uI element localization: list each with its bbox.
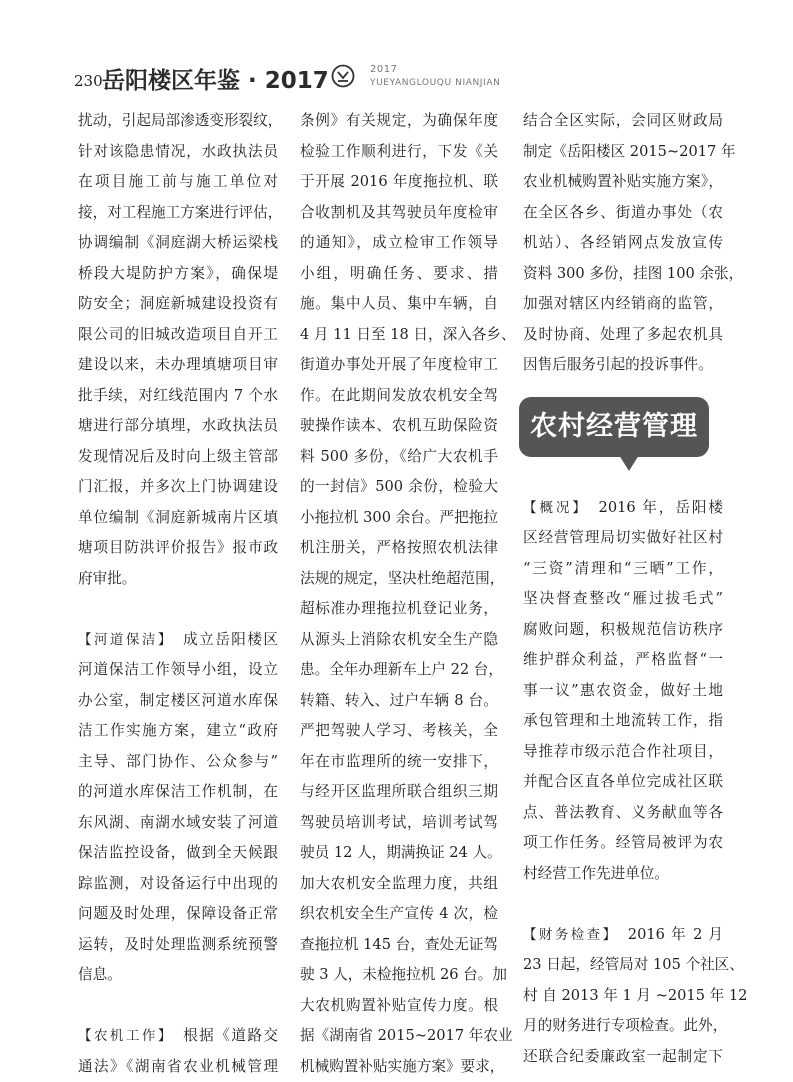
page-number: 230 [74,72,103,90]
section-title: 农村经营管理 [519,397,709,457]
paragraph-finance-check [523,950,723,1072]
text-line: 承包管理和土地流转工作，指 [523,706,723,737]
column-3 [523,106,723,1072]
text-line: 踪监测，对设备运行中出现的 [78,869,278,900]
text-line: 转籍、转入、过户车辆 8 台。 [300,686,498,717]
text-line: 资料 300 多份，挂图 100 余张， [523,259,723,290]
text-line: 导推荐市级示范合作社项目， [523,737,723,768]
text-line: 机站）、各经销网点发放宣传 [523,228,723,259]
text-line: 制定《岳阳楼区 2015~2017 年 [523,137,723,168]
text-line: 坚决督查整改“雁过拔毛式” [523,584,723,615]
text-line: 及时协商、处理了多起农机具 [523,320,723,351]
text-line: 项工作任务。经管局被评为农 [523,828,723,859]
text-line: 接，对工程施工方案进行评估， [78,198,278,229]
text-line: 桥段大堤防护方案》，确保堤 [78,259,278,290]
text-line: 通法》《湖南省农业机械管理 [78,1052,278,1082]
text-line: 织农机安全生产宣传 4 次，检 [300,899,498,930]
label-farm-machinery: 【农机工作】 [78,1028,167,1044]
text-line: 严把驾驶人学习、考核关，全 [300,716,498,747]
text-line: 批手续，对红线范围内 7 个水 [78,381,278,412]
paragraph-river-first-line: 【河道保洁】 成立岳阳楼区 [78,625,278,656]
text-line: 检验工作顺利进行，下发《关 [300,137,498,168]
paragraph-farm-machinery-continued [300,106,498,1082]
text-line: 施。集中人员、集中车辆，自 [300,289,498,320]
text-line: 府审批。 [78,564,278,595]
text-line: 超标准办理拖拉机登记业务， [300,594,498,625]
paragraph-farm-first-line: 【农机工作】 根据《道路交 [78,1021,278,1052]
text-line: 从源头上消除农机安全生产隐 [300,625,498,656]
text-line: 村经营工作先进单位。 [523,859,723,890]
text-line: 与经开区监理所联合组织三期 [300,777,498,808]
text-line: 在全区各乡、街道办事处（农 [523,198,723,229]
text-line: 加强对辖区内经销商的监管， [523,289,723,320]
text-line: 法规的规定，坚决杜绝超范围， [300,564,498,595]
column-2 [300,106,498,1082]
paragraph-finance-first-line: 【财务检查】 2016 年 2 月 [523,920,723,951]
paragraph-subsidy-continued [523,106,723,381]
text-line: 在项目施工前与施工单位对 [78,167,278,198]
text-line: 针对该隐患情况，水政执法员 [78,137,278,168]
text-line: 河道保洁工作领导小组，设立 [78,655,278,686]
header-year: 2017 [370,64,397,75]
paragraph-overview-first-line: 【概况】 2016 年，岳阳楼 [523,493,723,524]
text-line: 机注册关，严格按照农机法律 [300,533,498,564]
text-line: 合收割机及其驾驶员年度检审 [300,198,498,229]
text-line: 办公室，制定楼区河道水库保 [78,686,278,717]
text-line: 问题及时处理，保障设备正常 [78,899,278,930]
text-line: 的一封信》500 余份，检验大 [300,472,498,503]
text-line: 维护群众利益，严格监督“一 [523,645,723,676]
text-line: 于开展 2016 年度拖拉机、联 [300,167,498,198]
text-line: 患。全年办理新车上户 22 台， [300,655,498,686]
text-line: 村 自 2013 年 1 月 ~2015 年 12 [523,981,723,1012]
text-line: 查拖拉机 145 台，查处无证驾 [300,930,498,961]
text-line: 机械购置补贴实施方案》要求， [300,1052,498,1082]
text-line: 区经营管理局切实做好社区村 [523,523,723,554]
text-line: 单位编制《洞庭新城南片区填 [78,503,278,534]
text-line: 建设以来，未办理填塘项目审 [78,350,278,381]
text-line: “三资”清理和“三晒”工作， [523,554,723,585]
text-line: 23 日起，经管局对 105 个社区、 [523,950,723,981]
text-line: 信息。 [78,960,278,991]
text-line: 驶员 12 人，期满换证 24 人。 [300,838,498,869]
text-line: 因售后服务引起的投诉事件。 [523,350,723,381]
text-line: 的通知》，成立检审工作领导 [300,228,498,259]
text-line: 塘进行部分填埋，水政执法员 [78,411,278,442]
text-line: 腐败问题，积极规范信访秩序 [523,615,723,646]
text-line: 驾驶员培训考试，培训考试驾 [300,808,498,839]
text-line: 条例》有关规定，为确保年度 [300,106,498,137]
text-line: 年在市监理所的统一安排下， [300,747,498,778]
label-finance-check: 【财务检查】 [523,927,612,943]
text-line: 并配合区直各单位完成社区联 [523,767,723,798]
text-line: 运转，及时处理监测系统预警 [78,930,278,961]
yearbook-logo-icon [331,64,355,88]
text-line: 点、普法教育、义务献血等各 [523,798,723,829]
text-line: 月的财务进行专项检查。此外， [523,1011,723,1042]
text-line: 防安全；洞庭新城建设投资有 [78,289,278,320]
text-line: 农业机械购置补贴实施方案》， [523,167,723,198]
paragraph-farm-machinery [78,1052,278,1082]
book-title: 岳阳楼区年鉴 · 2017 [102,62,329,95]
text-line: 保洁监控设备，做到全天候跟 [78,838,278,869]
label-overview: 【概况】 [523,500,582,516]
text-line: 塘项目防洪评价报告》报市政 [78,533,278,564]
text-line: 限公司的旧城改造项目自开工 [78,320,278,351]
text-line: 加大农机安全监理力度，共组 [300,869,498,900]
section-banner [523,397,723,493]
text-line: 4 月 11 日至 18 日，深入各乡、 [300,320,498,351]
text-line: 主导、部门协作、公众参与” [78,747,278,778]
text-line: 东风湖、南湖水域安装了河道 [78,808,278,839]
text-line: 洁工作实施方案，建立“政府 [78,716,278,747]
page-header [74,60,734,100]
label-river-cleaning: 【河道保洁】 [78,632,167,648]
text-line: 大农机购置补贴宣传力度。根 [300,991,498,1022]
text-line: 驶 3 人，未检拖拉机 26 台。加 [300,960,498,991]
text-line: 的河道水库保洁工作机制，在 [78,777,278,808]
text-line: 结合全区实际，会同区财政局 [523,106,723,137]
paragraph-overview [523,523,723,889]
text-line: 街道办事处开展了年度检审工 [300,350,498,381]
paragraph-flood-control [78,106,278,594]
text-line: 作。在此期间发放农机安全驾 [300,381,498,412]
column-1 [78,106,278,1082]
text-line: 扰动，引起局部渗透变形裂纹， [78,106,278,137]
text-line: 小组，明确任务、要求、措 [300,259,498,290]
text-line: 协调编制《洞庭湖大桥运梁栈 [78,228,278,259]
text-line: 小拖拉机 300 余台。严把拖拉 [300,503,498,534]
banner-pointer [619,455,639,471]
text-line: 还联合纪委廉政室一起制定下 [523,1042,723,1073]
paragraph-river-cleaning [78,655,278,991]
text-line: 门汇报，并多次上门协调建设 [78,472,278,503]
text-line: 据《湖南省 2015~2017 年农业 [300,1021,498,1052]
text-line: 事一议”惠农资金，做好土地 [523,676,723,707]
text-line: 料 500 多份，《给广大农机手 [300,442,498,473]
text-line: 发现情况后及时向上级主管部 [78,442,278,473]
text-line: 驶操作读本、农机互助保险资 [300,411,498,442]
header-pinyin: YUEYANGLOUQU NIANJIAN [370,78,500,88]
